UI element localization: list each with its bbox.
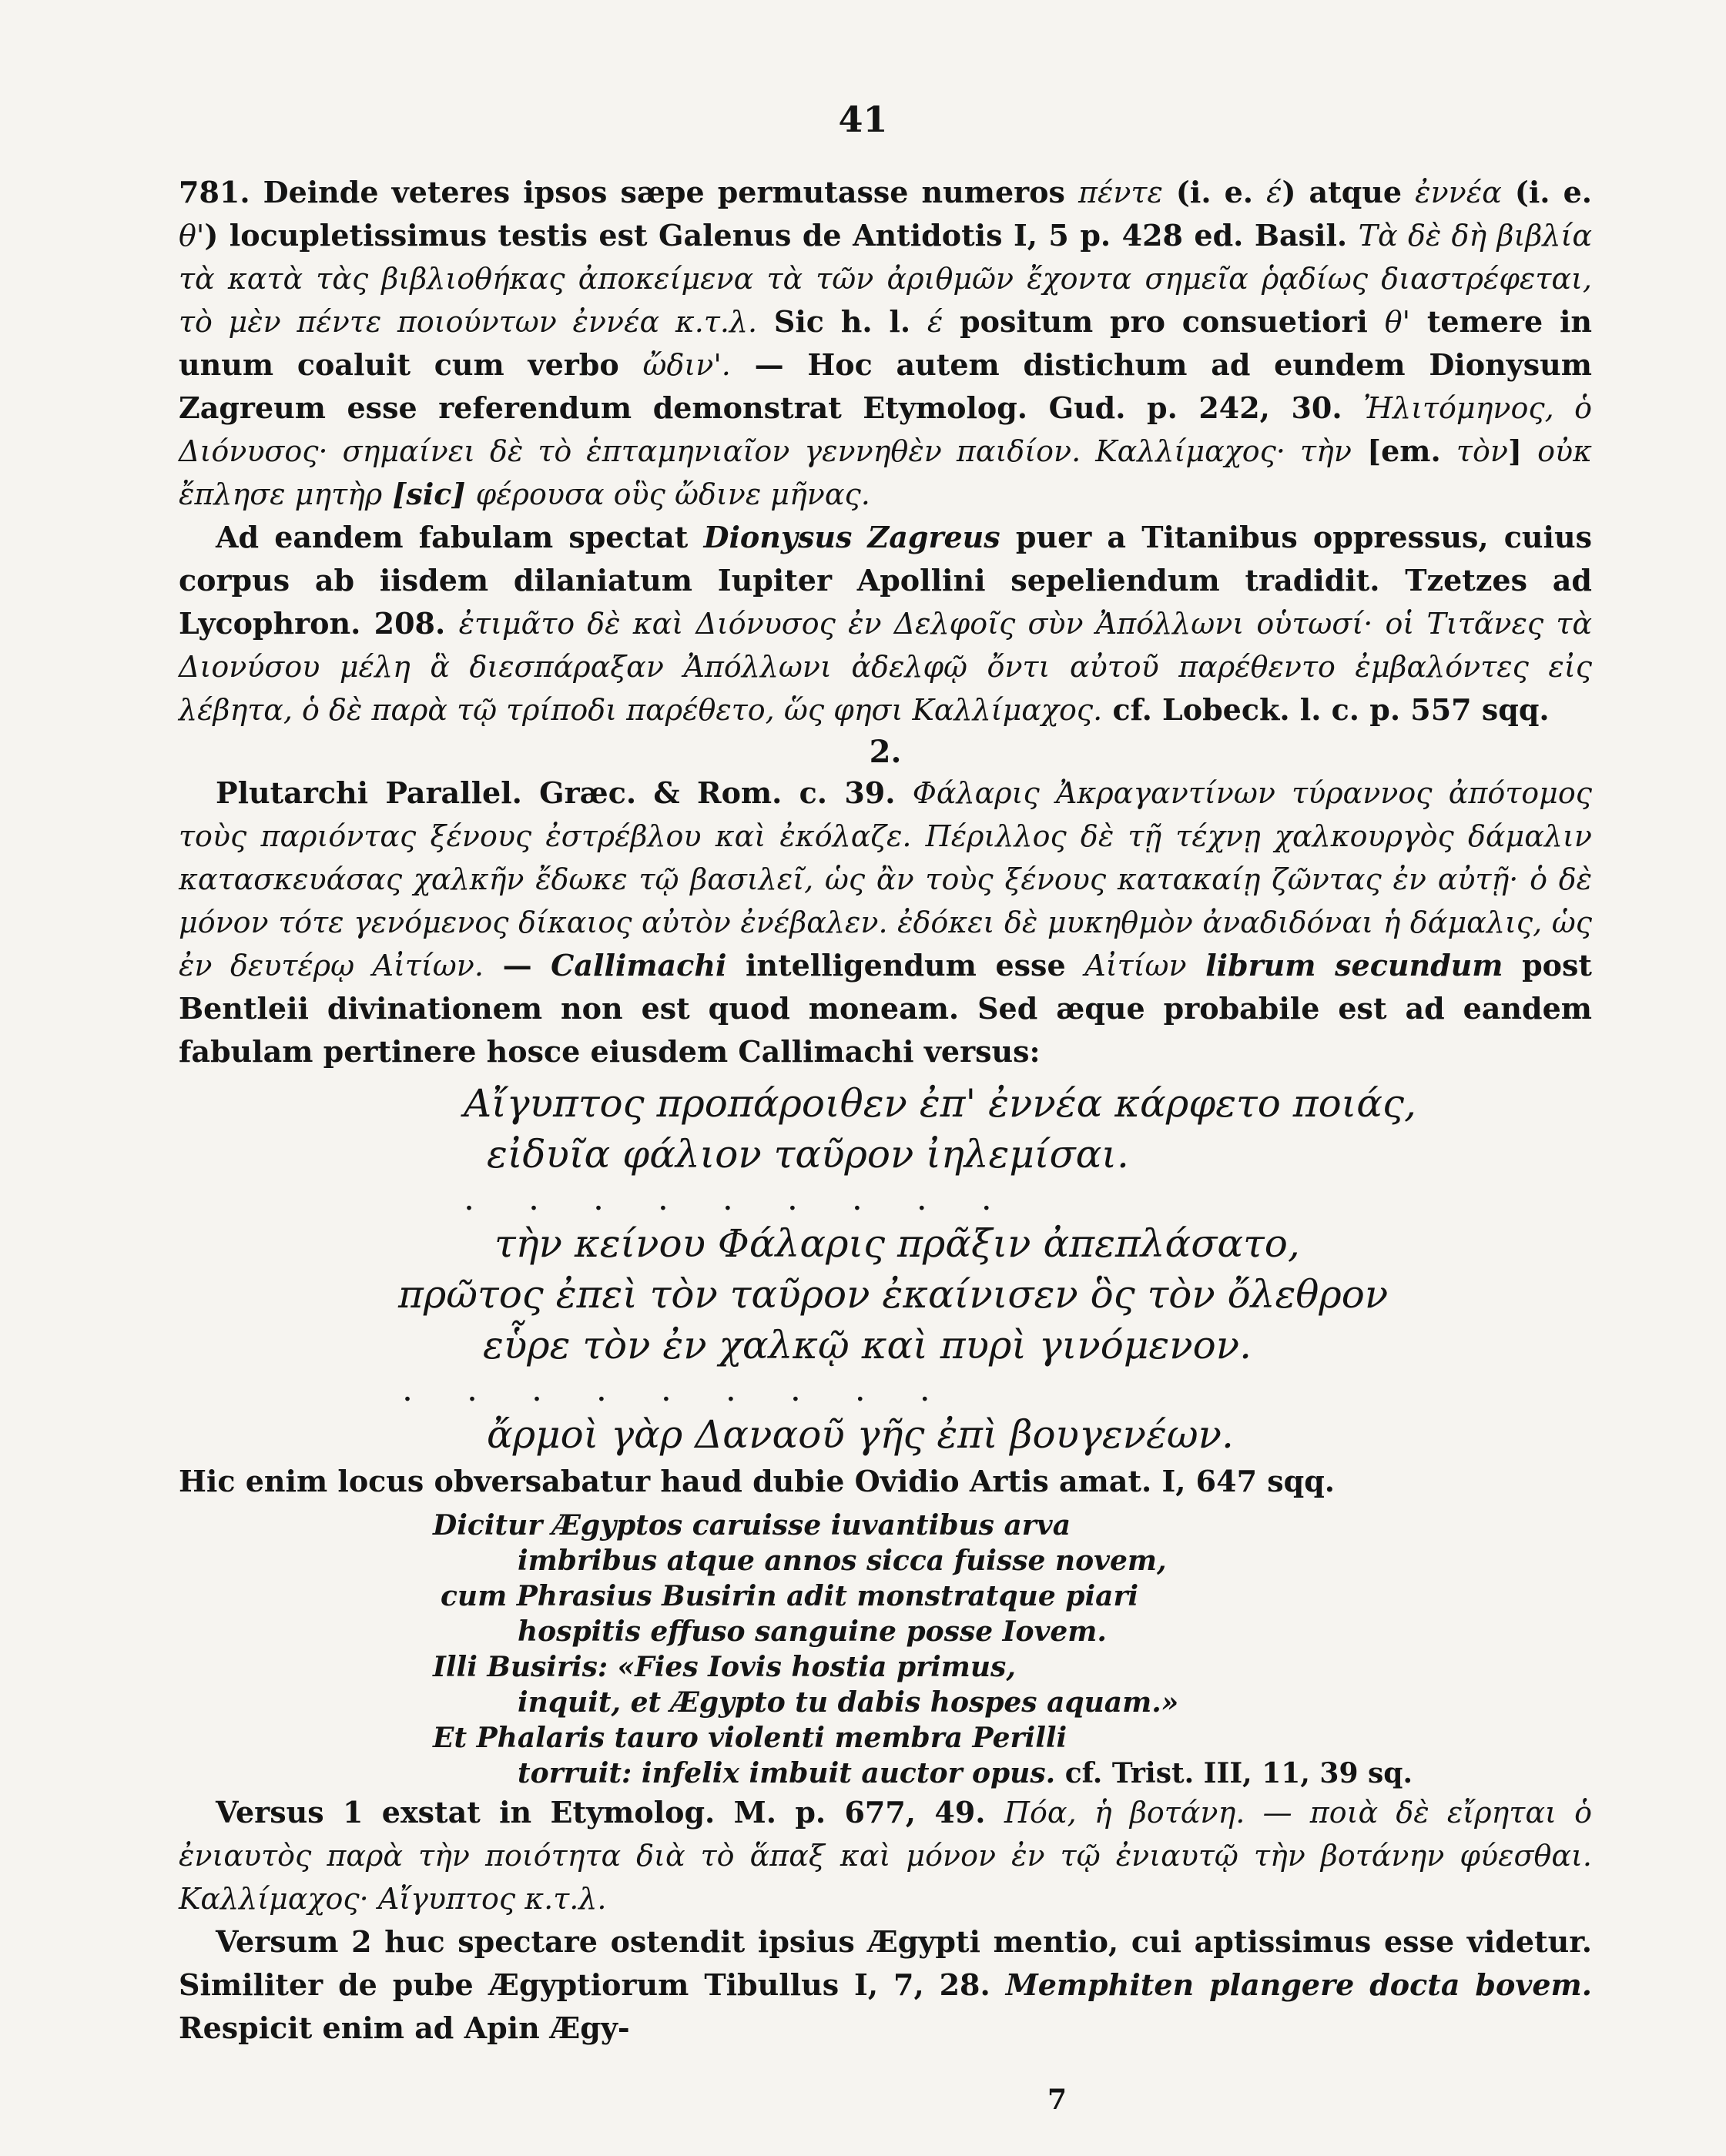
text: intelligendum esse: [746, 948, 1066, 983]
text: Callimachi: [551, 948, 727, 983]
text: (i. e.: [1175, 175, 1254, 209]
greek-text: θ': [1384, 305, 1411, 339]
verse-line: εὗρε τὸν ἐν χαλκῷ καὶ πυρὶ γινόμενον.: [483, 1323, 1252, 1368]
text: puer a Titanibus oppressus, cuius corpus ab iisdem dilaniatum Iupiter Apollini sepeliendum tradidit. Tzetzes ad Lycophron. 208.: [179, 520, 1593, 641]
greek-verse-block: [179, 1078, 1592, 1460]
greek-quote: Πόα, ἡ βοτάνη. — ποιὰ δὲ εἴρηται ὁ ἐνιαυτὸς παρὰ τὴν ποιότητα διὰ τὸ ἅπαξ καὶ μόνον ἐν τῷ ἐνιαυτῷ τὴν βοτάνην φύεσθαι. Καλλίμαχος· Αἴγυπτος κ.τ.λ.: [179, 1796, 1592, 1916]
greek-text: τὸν: [1456, 434, 1508, 468]
text: Dionysus Zagreus: [703, 520, 1000, 554]
text: —: [502, 948, 532, 983]
text: (i. e.: [1514, 175, 1593, 209]
latin-verse-line: Illi Busiris: «Fies Iovis hostia primus,: [433, 1651, 1016, 1683]
paragraph-781: [179, 171, 1592, 516]
greek-text: οὐκ ἔπλησε μητὴρ: [179, 434, 1593, 511]
text: [sic]: [392, 477, 466, 511]
greek-text: ὤδιν'.: [642, 348, 731, 382]
text: Memphiten plangere docta bovem.: [1005, 1967, 1592, 2002]
greek-text: πέντε: [1077, 176, 1163, 209]
greek-text: φέρουσα οὓς ὤδινε μῆνας.: [475, 477, 870, 511]
text: Respicit enim ad Apin Ægy-: [179, 2010, 630, 2045]
text: torruit: infelix imbuit auctor opus.: [518, 1757, 1056, 1789]
text: librum secundum: [1205, 948, 1503, 983]
verse-line: Αἴγυπτος προπάροιθεν ἐπ' ἐννέα κάρφετο ποιάς,: [464, 1081, 1416, 1126]
signature-mark: 7: [1047, 2084, 1067, 2116]
text: Plutarchi Parallel. Græc. & Rom. c. 39.: [216, 775, 896, 810]
text: Versum 2 huc spectare ostendit ipsius Ægypti mentio, cui aptissimus esse videtur. Similiter de pube Ægyptiorum Tibullus I, 7, 28.: [179, 1924, 1592, 2002]
text: Versus 1 exstat in Etymolog. M. p. 677, 49.: [216, 1795, 986, 1830]
text: — Hoc autem distichum ad eundem Dionysum Zagreum esse referendum demonstrat Etymolog. Gud. p. 242, 30.: [179, 347, 1592, 425]
greek-quote: Φάλαρις Ἀκραγαντίνων τύραννος ἀπότομος τοὺς παριόντας ξένους ἐστρέβλου καὶ ἐκόλαζε. Πέριλλος δὲ τῇ τέχνῃ χαλκουργὸς δάμαλιν κατασκευάσας χαλκῆν ἔδωκε τῷ βασιλεῖ, ὡς ἂν τοὺς ξένους κατακαίῃ ζῶντας ἐν αὐτῇ· ὁ δὲ μόνον τότε γενόμενος δίκαιος αὐτὸν ἐνέβαλεν. ἐδόκει δὲ μυκηθμὸν ἀναδιδόναι ἡ δάμαλις, ὡς ἐν δευτέρῳ Αἰτίων.: [179, 776, 1592, 983]
latin-verse-block: [179, 1508, 1592, 1791]
text: Ad eandem fabulam spectat: [216, 520, 689, 554]
latin-verse-line: hospitis effuso sanguine posse Iovem.: [518, 1615, 1107, 1648]
ellipsis-line: . . . . . . . . .: [402, 1370, 952, 1409]
verse-line: πρῶτος ἐπεὶ τὸν ταῦρον ἐκαίνισεν ὃς τὸν ὄλεθρον: [398, 1272, 1389, 1317]
text: temere in unum coaluit cum verbo: [179, 304, 1593, 382]
section-number: 2.: [869, 734, 902, 770]
text-column: [179, 171, 1592, 2050]
paragraph-versus-1: [179, 1791, 1592, 1920]
greek-text: ἐννέα: [1415, 176, 1502, 209]
latin-verse-line: Dicitur Ægyptos caruisse iuvantibus arva: [433, 1509, 1071, 1542]
paragraph-dionysus: [179, 516, 1592, 732]
text: ) atque: [1282, 175, 1403, 209]
greek-text: Αἰτίων: [1084, 949, 1187, 983]
text: Sic h. l.: [773, 304, 911, 339]
verse-line: εἰδυῖα φάλιον ταῦρον ἰηλεμίσαι.: [487, 1132, 1129, 1177]
latin-verse-line: [179, 1756, 1592, 1791]
text: post Bentleii divinationem non est quod moneam. Sed æque probabile est ad eandem fabulam pertinere hosce eiusdem Callimachi versus:: [179, 948, 1592, 1069]
text: positum pro consuetiori: [960, 304, 1368, 339]
latin-verse-line: inquit, et Ægypto tu dabis hospes aquam.»: [518, 1686, 1179, 1719]
text: [em.: [1367, 434, 1441, 468]
text: ]: [1507, 434, 1522, 468]
greek-text: έ: [927, 305, 943, 339]
verse-line: τὴν κείνου Φάλαρις πρᾶξιν ἀπεπλάσατο,: [494, 1221, 1300, 1266]
greek-text: θ': [179, 219, 205, 253]
verse-line: ἄρμοὶ γὰρ Δαναοῦ γῆς ἐπὶ βουγενέων.: [487, 1412, 1234, 1457]
text: ) locupletissimus testis est Galenus de Antidotis I, 5 p. 428 ed. Basil.: [204, 218, 1348, 253]
greek-quote: Τὰ δὲ δὴ βιβλία τὰ κατὰ τὰς βιβλιοθήκας ἀποκείμενα τὰ τῶν ἀριθμῶν ἔχοντα σημεῖα ῥᾳδίως διαστρέφεται, τὸ μὲν πέντε ποιούντων ἐννέα κ.τ.λ.: [179, 219, 1592, 339]
text: cf. Trist. III, 11, 39 sq.: [1064, 1757, 1413, 1789]
greek-quote: Ἠλιτόμηνος, ὁ Διόνυσος· σημαίνει δὲ τὸ ἑπταμηνιαῖον γεννηθὲν παιδίον. Καλλίμαχος· τὴν: [179, 391, 1592, 468]
text: 781. Deinde veteres ipsos sæpe permutasse numeros: [179, 175, 1065, 209]
paragraph-versus-2: [179, 1920, 1592, 2050]
paragraph-plutarch: [179, 772, 1592, 1073]
greek-quote: ἐτιμᾶτο δὲ καὶ Διόνυσος ἐν Δελφοῖς σὺν Ἀπόλλωνι οὑτωσί· οἱ Τιτᾶνες τὰ Διονύσου μέλη ἃ διεσπάραξαν Ἀπόλλωνι ἀδελφῷ ὄντι αὐτοῦ παρέθεντο ἐμβαλόντες εἰς λέβητα, ὁ δὲ παρὰ τῷ τρίποδι παρέθετο, ὥς φησι Καλλίμαχος.: [179, 607, 1593, 727]
page-number: 41: [838, 99, 888, 140]
greek-text: έ: [1266, 176, 1282, 209]
paragraph-ovid: Hic enim locus obversabatur haud dubie Ovidio Artis amat. I, 647 sqq.: [179, 1464, 1335, 1498]
latin-verse-line: cum Phrasius Busirin adit monstratque piari: [441, 1580, 1139, 1612]
latin-verse-line: Et Phalaris tauro violenti membra Perilli: [433, 1722, 1067, 1754]
text: cf. Lobeck. l. c. p. 557 sqq.: [1112, 692, 1550, 727]
latin-verse-line: imbribus atque annos sicca fuisse novem,: [518, 1545, 1167, 1577]
ellipsis-line: . . . . . . . . .: [464, 1179, 1014, 1218]
